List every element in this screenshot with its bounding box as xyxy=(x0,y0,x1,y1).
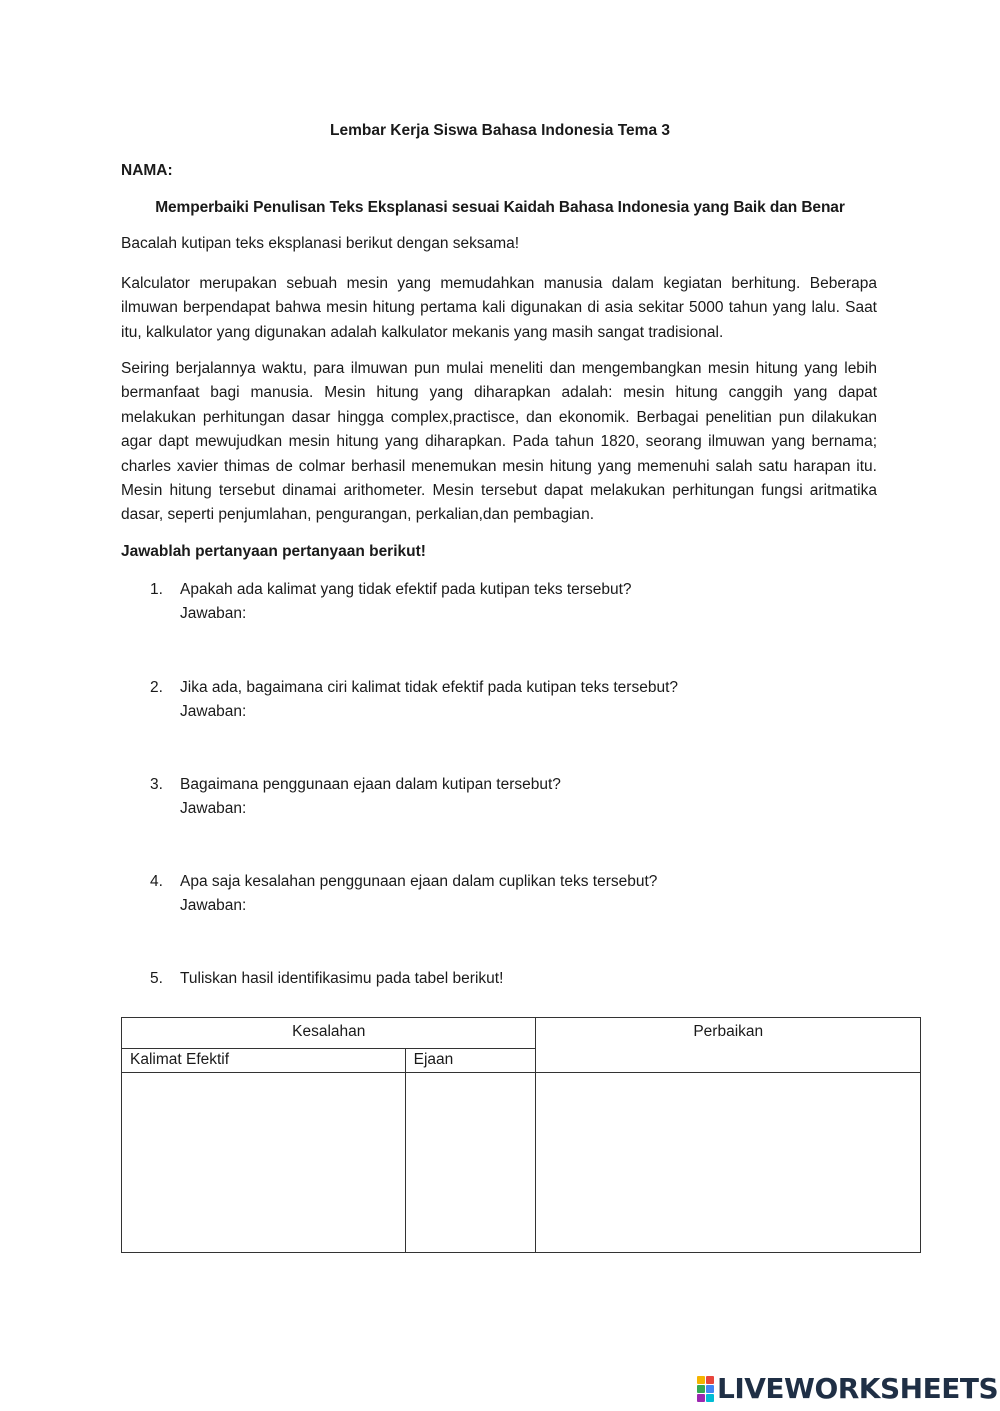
question-4 xyxy=(150,870,657,918)
question-text: Bagaimana penggunaan ejaan dalam kutipan tersebut? xyxy=(180,776,561,793)
question-number: 1. xyxy=(150,581,163,598)
name-label: NAMA: xyxy=(121,162,173,179)
identification-table xyxy=(121,1017,921,1253)
answer-label: Jawaban: xyxy=(180,800,247,817)
question-number: 3. xyxy=(150,776,163,793)
answer-cell-kalimat-efektif[interactable] xyxy=(122,1073,406,1253)
instruction-heading: Jawablah pertanyaan pertanyaan berikut! xyxy=(121,543,426,560)
answer-cell-ejaan[interactable] xyxy=(405,1073,536,1253)
intro-text: Bacalah kutipan teks eksplanasi berikut dengan seksama! xyxy=(121,235,520,252)
logo-mark-icon xyxy=(697,1376,714,1402)
answer-cell-perbaikan[interactable] xyxy=(536,1073,921,1253)
question-1 xyxy=(150,578,632,626)
question-number: 5. xyxy=(150,970,163,987)
question-5 xyxy=(150,967,503,991)
header-perbaikan: Perbaikan xyxy=(536,1018,921,1073)
logo-text: LIVEWORKSHEETS xyxy=(717,1372,999,1405)
question-3 xyxy=(150,773,561,821)
answer-label: Jawaban: xyxy=(180,703,247,720)
question-text: Apakah ada kalimat yang tidak efektif pada kutipan teks tersebut? xyxy=(180,581,632,598)
paragraph-2: Seiring berjalannya waktu, para ilmuwan pun mulai meneliti dan mengembangkan mesin hitung yang lebih bermanfaat bagi manusia. Mesin hitung yang diharapkan adalah: mesin hitung canggih yang dapat melakukan perhitungan dasar hingga complex,practisce, dan ekonomik. Berbagai penelitian pun dilakukan agar dapt mewujudkan mesin hitung yang diharapkan. Pada tahun 1820, seorang ilmuwan yang bernama; charles xavier thimas de colmar berhasil menemukan mesin hitung yang memenuhi salah satu harapan itu. Mesin hitung tersebut dinamai arithometer. Mesin tersebut dapat melakukan perhitungan fungsi aritmatika dasar, seperti penjumlahan, pengurangan, perkalian,dan pembagian. xyxy=(121,360,877,524)
question-number: 2. xyxy=(150,679,163,696)
question-2 xyxy=(150,676,678,724)
subheader-kalimat-efektif: Kalimat Efektif xyxy=(122,1049,406,1073)
page-subtitle: Memperbaiki Penulisan Teks Eksplanasi sesuai Kaidah Bahasa Indonesia yang Baik dan Benar xyxy=(155,199,845,216)
question-text: Apa saja kesalahan penggunaan ejaan dalam cuplikan teks tersebut? xyxy=(180,873,658,890)
question-text: Tuliskan hasil identifikasimu pada tabel berikut! xyxy=(180,970,504,987)
paragraph-1: Kalculator merupakan sebuah mesin yang memudahkan manusia dalam kegiatan berhitung. Beberapa ilmuwan berpendapat bahwa mesin hitung pertama kali digunakan di asia sekitar 5000 tahun yang lalu. Saat itu, kalkulator yang digunakan adalah kalkulator mekanis yang masih sangat tradisional. xyxy=(121,275,877,341)
answer-label: Jawaban: xyxy=(180,897,247,914)
answer-label: Jawaban: xyxy=(180,605,247,622)
header-kesalahan: Kesalahan xyxy=(122,1018,536,1049)
subheader-ejaan: Ejaan xyxy=(405,1049,536,1073)
liveworksheets-logo xyxy=(697,1374,998,1404)
question-text: Jika ada, bagaimana ciri kalimat tidak efektif pada kutipan teks tersebut? xyxy=(180,679,678,696)
question-number: 4. xyxy=(150,873,163,890)
page-title: Lembar Kerja Siswa Bahasa Indonesia Tema 3 xyxy=(330,122,670,139)
